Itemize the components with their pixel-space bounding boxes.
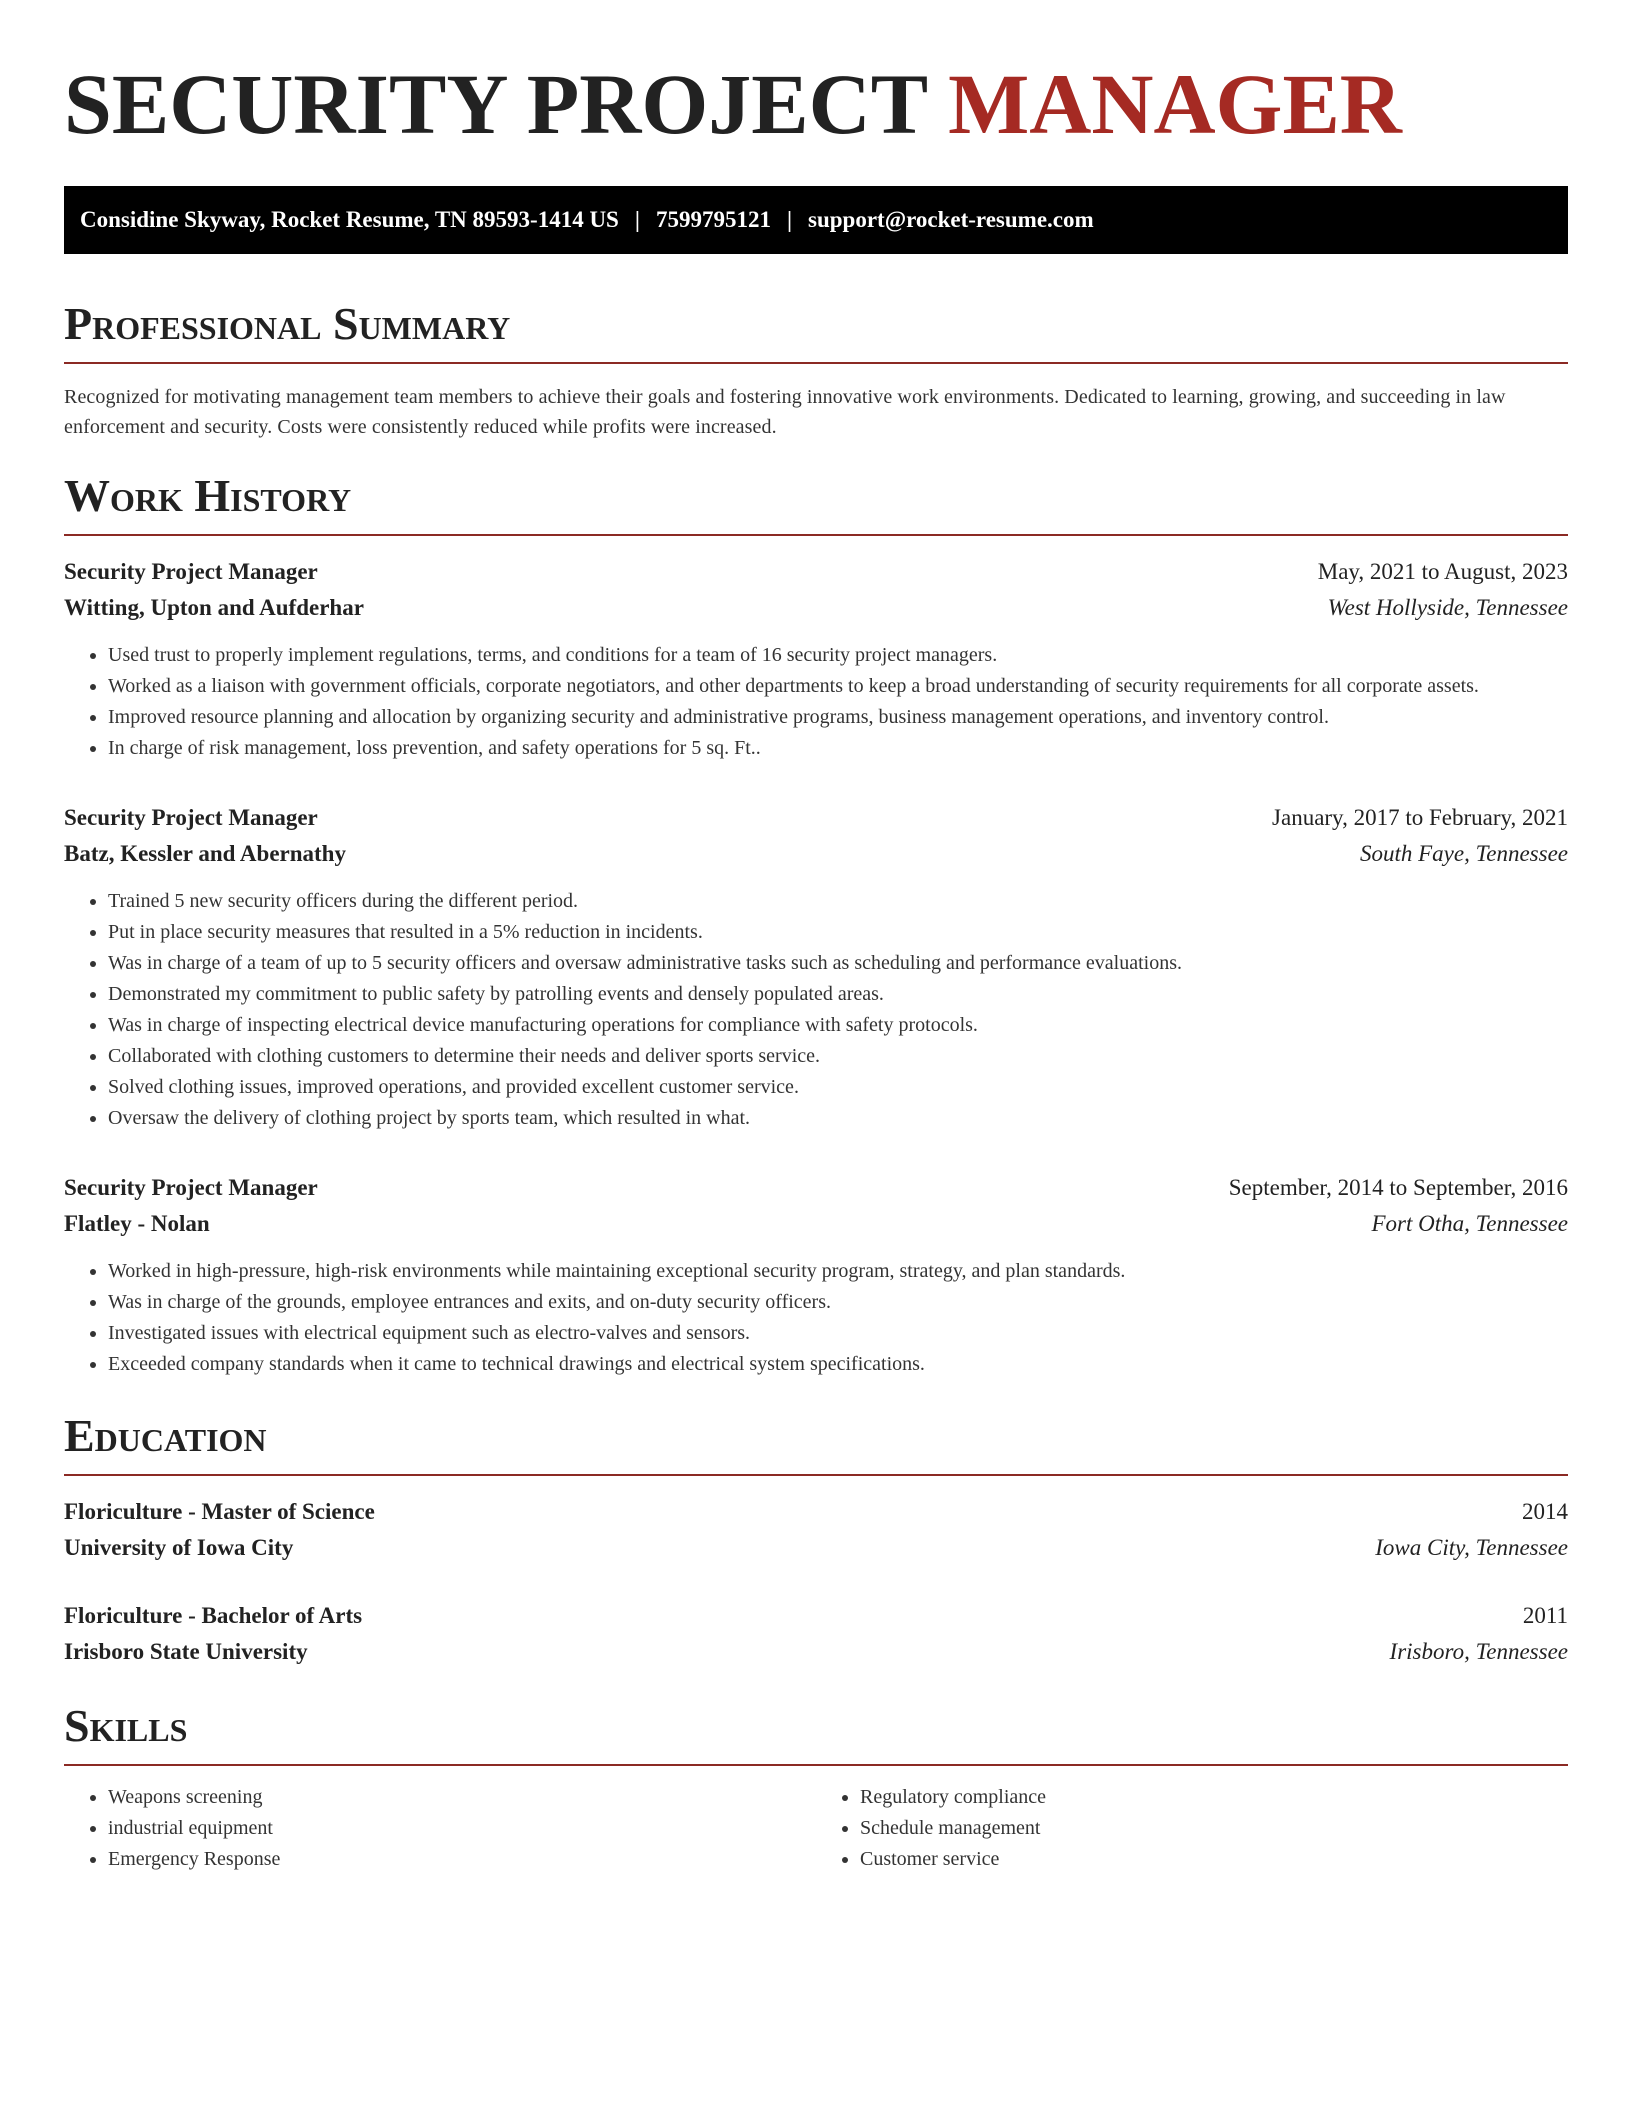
job-title: Security Project Manager [64, 805, 318, 830]
job-company-row [64, 590, 1568, 626]
job-header-row [64, 800, 1568, 836]
job-bullet: • Solved clothing issues, improved operations, and provided excellent customer service. [108, 1072, 1568, 1103]
education-school: Irisboro State University [64, 1639, 308, 1664]
skills-column-right [816, 1782, 1568, 1875]
job-dates: May, 2021 to August, 2023 [1317, 559, 1568, 584]
job-entry [64, 1170, 1568, 1380]
job-header-row [64, 554, 1568, 590]
job-bullet: • Was in charge of the grounds, employee entrances and exits, and on-duty security officers. [108, 1287, 1568, 1318]
job-bullet: • Used trust to properly implement regulations, terms, and conditions for a team of 16 security project managers. [108, 640, 1568, 671]
skills-heading: Skills [64, 1700, 188, 1751]
resume-title [64, 56, 1568, 152]
job-bullets [64, 640, 1568, 764]
job-company: Witting, Upton and Aufderhar [64, 595, 364, 620]
section-divider [64, 1764, 1568, 1766]
job-bullet: • Investigated issues with electrical equipment such as electro-valves and sensors. [108, 1318, 1568, 1349]
skills-column-left [64, 1782, 816, 1875]
job-location: South Faye, Tennessee [1359, 841, 1568, 866]
education-entry [64, 1494, 1568, 1566]
education-school-row [64, 1634, 1568, 1670]
work-history-heading: Work History [64, 470, 352, 521]
work-history-section [64, 470, 1568, 1380]
job-location: West Hollyside, Tennessee [1327, 595, 1568, 620]
job-title: Security Project Manager [64, 1175, 318, 1200]
education-school-row [64, 1530, 1568, 1566]
job-bullet: • Trained 5 new security officers during the different period. [108, 886, 1568, 917]
contact-bar [64, 186, 1568, 254]
title-main: SECURITY PROJECT [64, 56, 927, 152]
job-entry [64, 800, 1568, 1134]
education-school: University of Iowa City [64, 1535, 294, 1560]
skill-item: • Weapons screening [108, 1782, 816, 1813]
job-bullet: • Oversaw the delivery of clothing project by sports team, which resulted in what. [108, 1103, 1568, 1134]
education-degree: Floriculture - Master of Science [64, 1499, 375, 1524]
job-dates: January, 2017 to February, 2021 [1272, 805, 1568, 830]
title-accent: MANAGER [948, 56, 1402, 152]
job-bullet: • Improved resource planning and allocation by organizing security and administrative programs, business management operations, and inventory control. [108, 702, 1568, 733]
job-title: Security Project Manager [64, 559, 318, 584]
education-year: 2011 [1522, 1603, 1568, 1628]
section-divider [64, 534, 1568, 536]
education-entry [64, 1598, 1568, 1670]
summary-section [64, 298, 1568, 442]
education-location: Irisboro, Tennessee [1389, 1639, 1568, 1664]
contact-email: support@rocket-resume.com [808, 207, 1094, 232]
job-company: Flatley - Nolan [64, 1211, 210, 1236]
skills-list [64, 1782, 816, 1875]
education-section [64, 1410, 1568, 1670]
summary-text: Recognized for motivating management team members to achieve their goals and fostering innovative work environments. Dedicated to learning, growing, and succeeding in law enforcement and security. Costs were consistently reduced while profits were increased. [64, 386, 1506, 438]
education-year: 2014 [1522, 1499, 1568, 1524]
skill-item: • Customer service [860, 1844, 1568, 1875]
contact-phone: 7599795121 [655, 207, 771, 232]
contact-separator: | [786, 207, 793, 232]
section-divider [64, 1474, 1568, 1476]
job-bullet: • Exceeded company standards when it came to technical drawings and electrical system specifications. [108, 1349, 1568, 1380]
skill-item: • Schedule management [860, 1813, 1568, 1844]
education-location: Iowa City, Tennessee [1375, 1535, 1568, 1560]
job-company-row [64, 1206, 1568, 1242]
contact-separator: | [634, 207, 640, 232]
job-bullet: • Worked in high-pressure, high-risk environments while maintaining exceptional security program, strategy, and plan standards. [108, 1256, 1568, 1287]
education-header-row [64, 1598, 1568, 1634]
job-bullets [64, 1256, 1568, 1380]
skill-item: • industrial equipment [108, 1813, 816, 1844]
job-header-row [64, 1170, 1568, 1206]
job-bullets [64, 886, 1568, 1134]
job-bullet: • Was in charge of inspecting electrical device manufacturing operations for compliance with safety protocols. [108, 1010, 1568, 1041]
skill-item: • Emergency Response [108, 1844, 816, 1875]
education-header-row [64, 1494, 1568, 1530]
contact-address: Considine Skyway, Rocket Resume, TN 89593-1414 US [80, 207, 619, 232]
education-heading: Education [64, 1410, 267, 1461]
skills-grid [64, 1782, 1568, 1875]
summary-heading: Professional Summary [64, 298, 511, 349]
section-divider [64, 362, 1568, 364]
job-bullet: • Collaborated with clothing customers to determine their needs and deliver sports service. [108, 1041, 1568, 1072]
job-bullet: • Put in place security measures that resulted in a 5% reduction in incidents. [108, 917, 1568, 948]
job-bullet: • Was in charge of a team of up to 5 security officers and oversaw administrative tasks such as scheduling and performance evaluations. [108, 948, 1568, 979]
skills-section [64, 1700, 1568, 1875]
job-entry [64, 554, 1568, 764]
job-dates: September, 2014 to September, 2016 [1228, 1175, 1568, 1200]
job-location: Fort Otha, Tennessee [1371, 1211, 1568, 1236]
job-company-row [64, 836, 1568, 872]
education-degree: Floriculture - Bachelor of Arts [64, 1603, 363, 1628]
skills-list [816, 1782, 1568, 1875]
job-company: Batz, Kessler and Abernathy [64, 841, 346, 866]
job-bullet: • Demonstrated my commitment to public safety by patrolling events and densely populated areas. [108, 979, 1568, 1010]
skill-item: • Regulatory compliance [860, 1782, 1568, 1813]
job-bullet: • Worked as a liaison with government officials, corporate negotiators, and other departments to keep a broad understanding of security requirements for all corporate assets. [108, 671, 1568, 702]
job-bullet: • In charge of risk management, loss prevention, and safety operations for 5 sq. Ft.. [108, 733, 1568, 764]
